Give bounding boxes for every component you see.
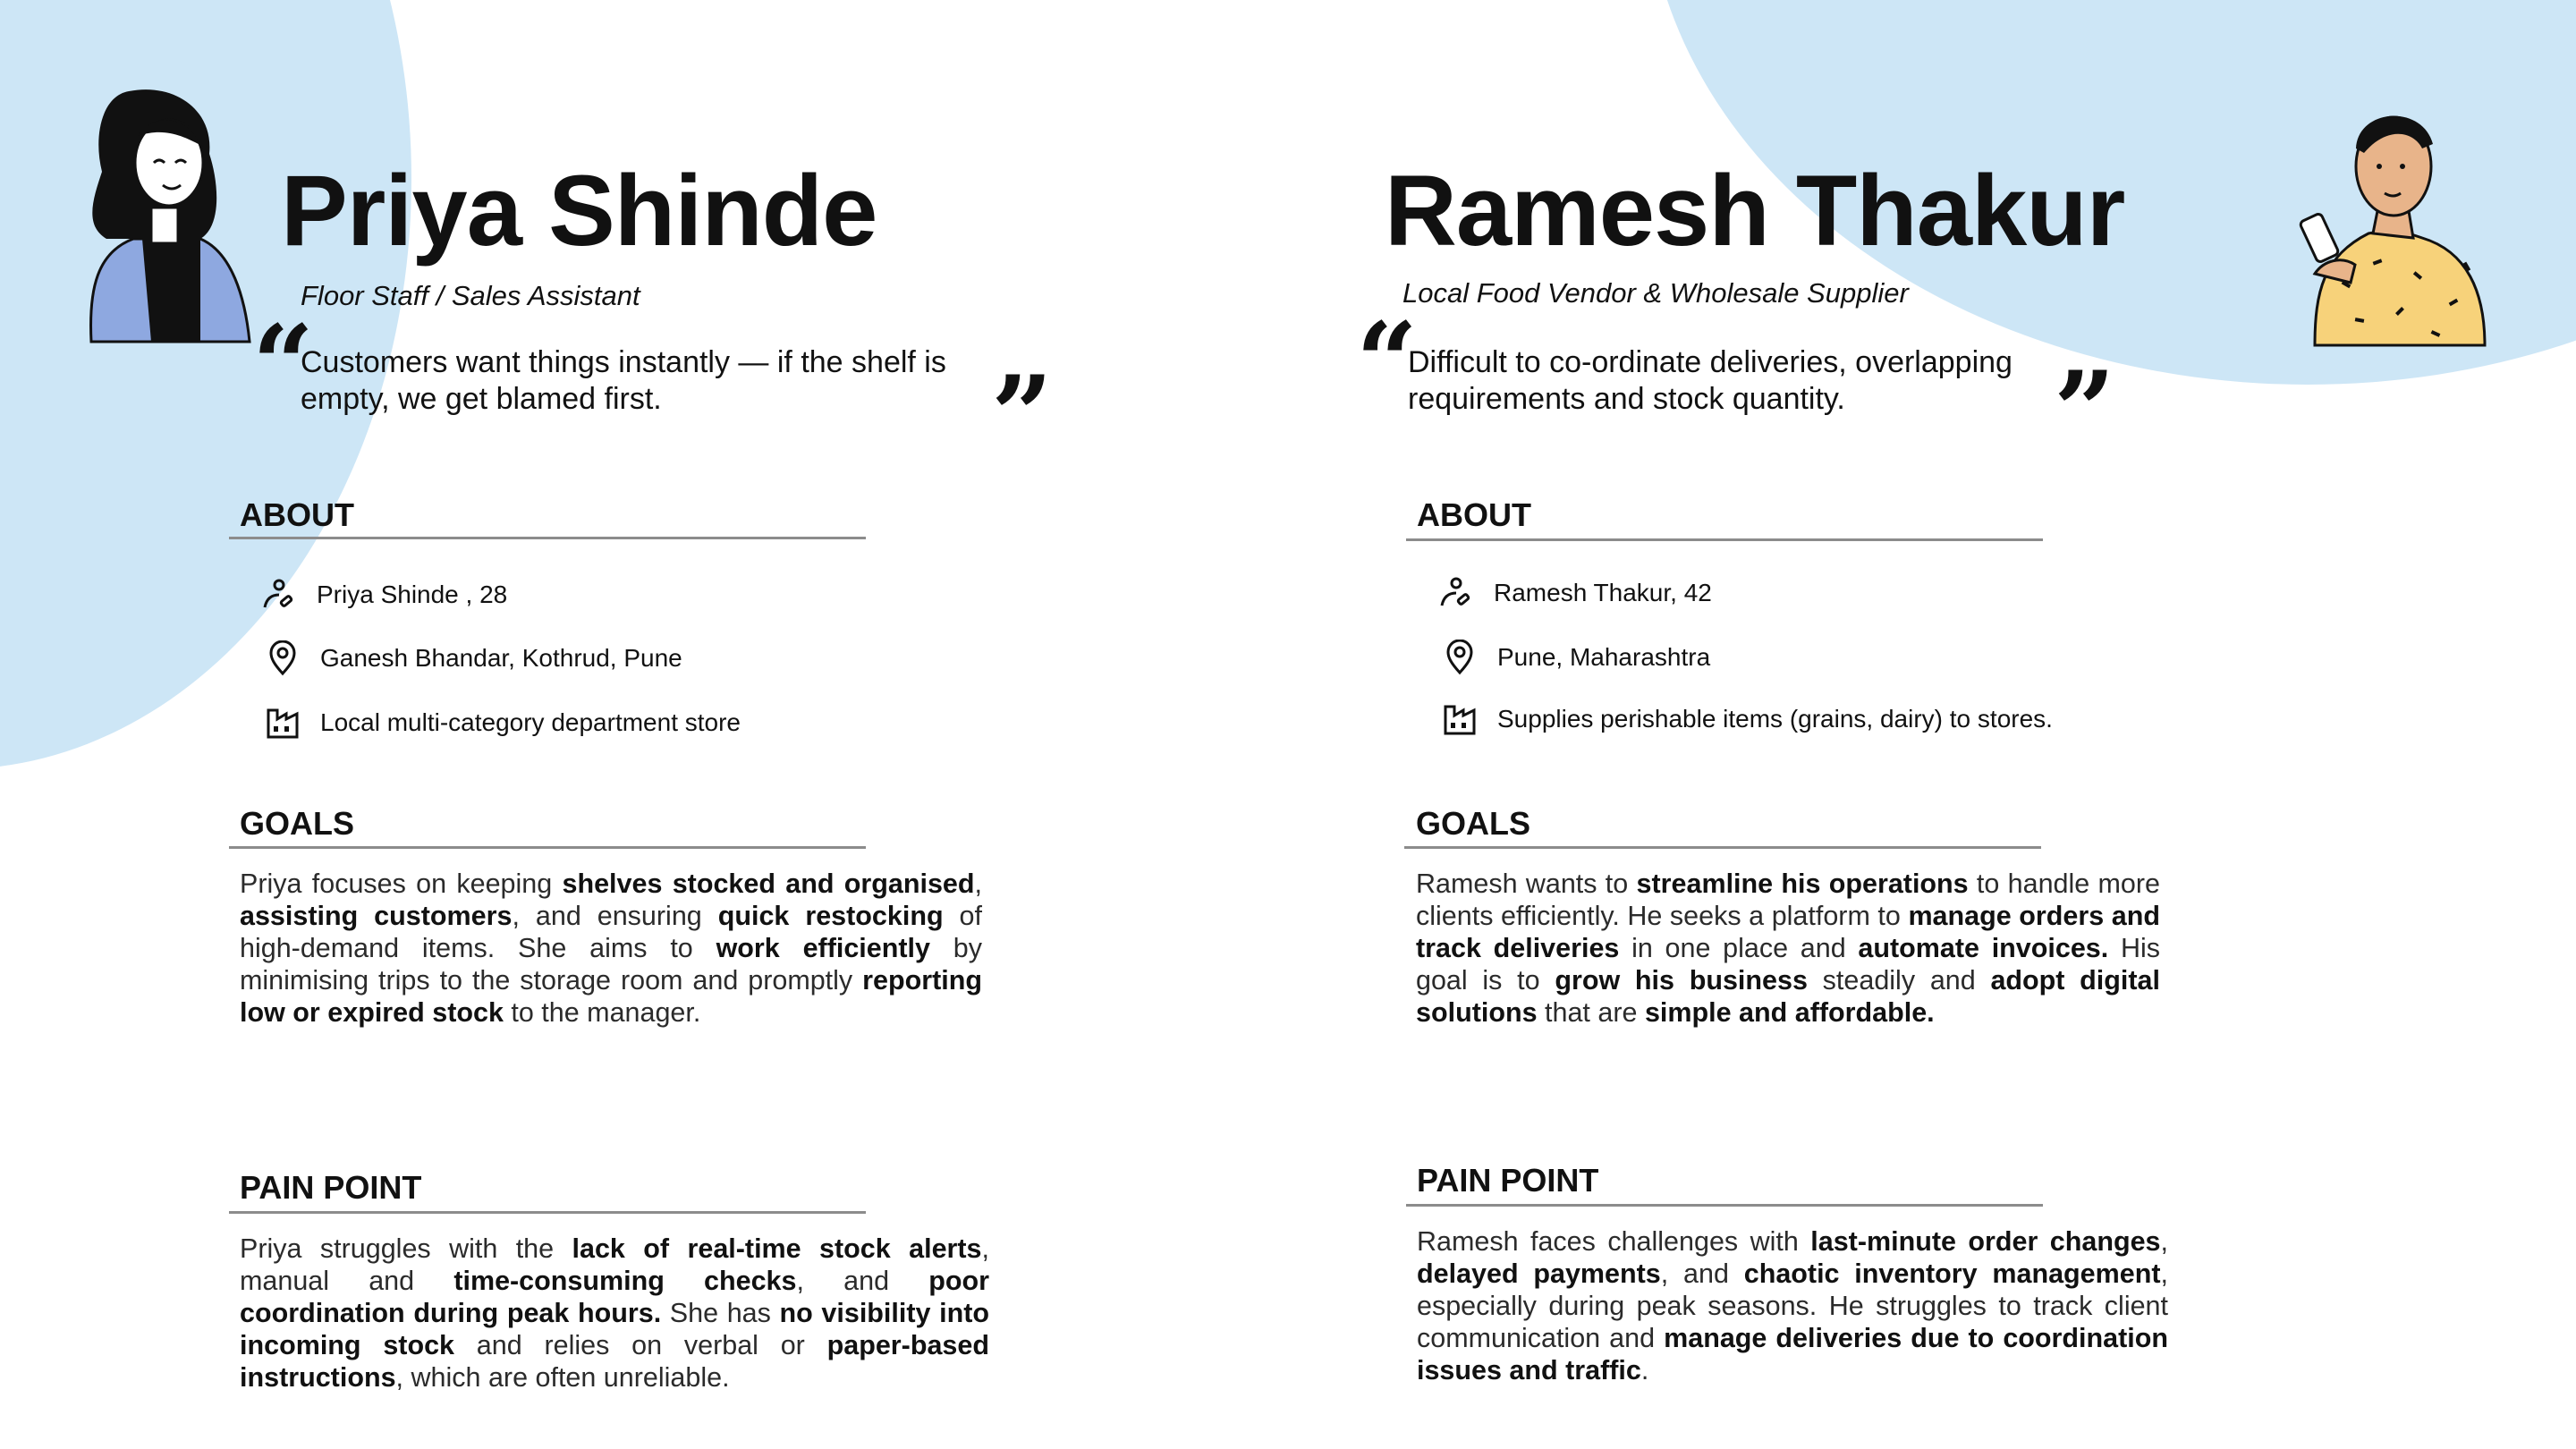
persona-quote: Customers want things instantly — if the shelf is empty, we get blamed first. bbox=[301, 345, 946, 416]
pain-point-divider bbox=[1406, 1204, 2043, 1207]
body-text: steadily and bbox=[1807, 965, 1991, 996]
about-text-location: Pune, Maharashtra bbox=[1497, 643, 1711, 671]
building-icon bbox=[1442, 701, 1478, 737]
body-text: that are bbox=[1537, 997, 1645, 1028]
emphasis-text: assisting customers bbox=[240, 901, 513, 931]
goals-paragraph bbox=[240, 868, 982, 1029]
body-text: Ramesh faces challenges with bbox=[1417, 1226, 1811, 1257]
body-text: , and bbox=[796, 1266, 929, 1296]
body-text: Priya focuses on keeping bbox=[240, 869, 563, 899]
emphasis-text: quick restocking bbox=[717, 901, 944, 931]
about-text-business: Supplies perishable items (grains, dairy) to stores. bbox=[1497, 705, 2053, 733]
body-text: . bbox=[1640, 1355, 1649, 1385]
body-text: to the manager. bbox=[503, 997, 701, 1028]
emphasis-text: streamline his operations bbox=[1636, 869, 1969, 899]
quote-open-icon: “ bbox=[1356, 299, 1419, 425]
about-item-location bbox=[1442, 640, 1710, 675]
body-text: by minimising trips to the storage room and promptly bbox=[240, 933, 982, 996]
emphasis-text: no visibility into incoming stock bbox=[240, 1298, 989, 1360]
about-text-workplace: Local multi-category department store bbox=[320, 708, 741, 736]
about-text-location: Ganesh Bhandar, Kothrud, Pune bbox=[320, 644, 682, 672]
about-heading: ABOUT bbox=[240, 496, 354, 533]
body-text: , and ensuring bbox=[512, 901, 718, 931]
body-text: , especially during peak seasons. He struggles to track client communication and bbox=[1417, 1258, 2169, 1353]
goals-paragraph bbox=[1416, 868, 2160, 1029]
body-text: , bbox=[2160, 1226, 2169, 1257]
about-text-name-age: Ramesh Thakur, 42 bbox=[1494, 579, 1712, 606]
body-text: Ramesh wants to bbox=[1416, 869, 1637, 899]
location-pin-icon bbox=[265, 640, 301, 676]
persona-role: Floor Staff / Sales Assistant bbox=[301, 280, 640, 311]
emphasis-text: grow his business bbox=[1555, 965, 1808, 996]
person-icon bbox=[1438, 575, 1474, 611]
about-item-person bbox=[1438, 575, 1712, 611]
about-item-person bbox=[261, 577, 507, 613]
woman-avatar-illustration bbox=[66, 73, 263, 351]
emphasis-text: chaotic inventory management bbox=[1743, 1258, 2161, 1289]
body-text: of high-demand items. She aims to bbox=[240, 901, 982, 963]
goals-divider bbox=[229, 846, 866, 849]
emphasis-text: simple and affordable. bbox=[1644, 997, 1935, 1028]
about-text-name-age: Priya Shinde , 28 bbox=[317, 580, 508, 608]
body-text: , manual and bbox=[240, 1233, 990, 1296]
quote-close-icon: ” bbox=[2054, 348, 2116, 474]
goals-heading: GOALS bbox=[240, 805, 355, 842]
emphasis-text: delayed payments bbox=[1417, 1258, 1661, 1289]
body-text: , and bbox=[1660, 1258, 1744, 1289]
body-text: and relies on verbal or bbox=[454, 1330, 827, 1360]
pain-point-heading: PAIN POINT bbox=[1417, 1162, 1599, 1199]
pain-point-divider bbox=[229, 1211, 866, 1214]
body-text: , which are often unreliable. bbox=[395, 1362, 730, 1393]
quote-close-icon: ” bbox=[991, 352, 1054, 479]
persona-name: Priya Shinde bbox=[281, 155, 877, 267]
about-item-workplace bbox=[265, 705, 741, 741]
about-item-business bbox=[1442, 701, 2053, 737]
emphasis-text: work efficiently bbox=[716, 933, 930, 963]
quote-open-icon: “ bbox=[252, 301, 315, 428]
body-text: Priya struggles with the bbox=[240, 1233, 572, 1264]
body-text: in one place and bbox=[1619, 933, 1859, 963]
persona-name: Ramesh Thakur bbox=[1385, 155, 2125, 267]
body-text: , bbox=[974, 869, 982, 899]
about-heading: ABOUT bbox=[1417, 496, 1531, 533]
goals-divider bbox=[1404, 846, 2041, 849]
emphasis-text: paper-based instructions bbox=[240, 1330, 989, 1393]
body-text: to handle more clients efficiently. He seeks a platform to bbox=[1416, 869, 2161, 931]
body-text: His goal is to bbox=[1416, 933, 2161, 996]
man-avatar-illustration bbox=[2288, 68, 2576, 354]
body-text: She has bbox=[661, 1298, 780, 1328]
location-pin-icon bbox=[1442, 640, 1478, 675]
emphasis-text: last-minute order changes bbox=[1810, 1226, 2161, 1257]
person-icon bbox=[261, 577, 297, 613]
persona-quote: Difficult to co-ordinate deliveries, overlapping requirements and stock quantity. bbox=[1408, 345, 2012, 416]
emphasis-text: reporting low or expired stock bbox=[240, 965, 982, 1028]
pain-point-heading: PAIN POINT bbox=[240, 1169, 422, 1206]
emphasis-text: shelves stocked and organised bbox=[562, 869, 975, 899]
emphasis-text: lack of real-time stock alerts bbox=[572, 1233, 982, 1264]
emphasis-text: manage deliveries due to coordination issues and traffic bbox=[1417, 1323, 2169, 1385]
about-item-location bbox=[265, 640, 682, 676]
pain-point-paragraph bbox=[240, 1233, 989, 1394]
emphasis-text: poor coordination during peak hours. bbox=[240, 1266, 990, 1328]
about-divider bbox=[229, 537, 866, 539]
building-icon bbox=[265, 705, 301, 741]
goals-heading: GOALS bbox=[1416, 805, 1531, 842]
emphasis-text: manage orders and track deliveries bbox=[1416, 901, 2160, 963]
persona-role: Local Food Vendor & Wholesale Supplier bbox=[1402, 277, 1909, 309]
about-divider bbox=[1406, 538, 2043, 541]
emphasis-text: automate invoices. bbox=[1858, 933, 2109, 963]
pain-point-paragraph bbox=[1417, 1225, 2168, 1386]
emphasis-text: time-consuming checks bbox=[453, 1266, 797, 1296]
emphasis-text: adopt digital solutions bbox=[1416, 965, 2160, 1028]
